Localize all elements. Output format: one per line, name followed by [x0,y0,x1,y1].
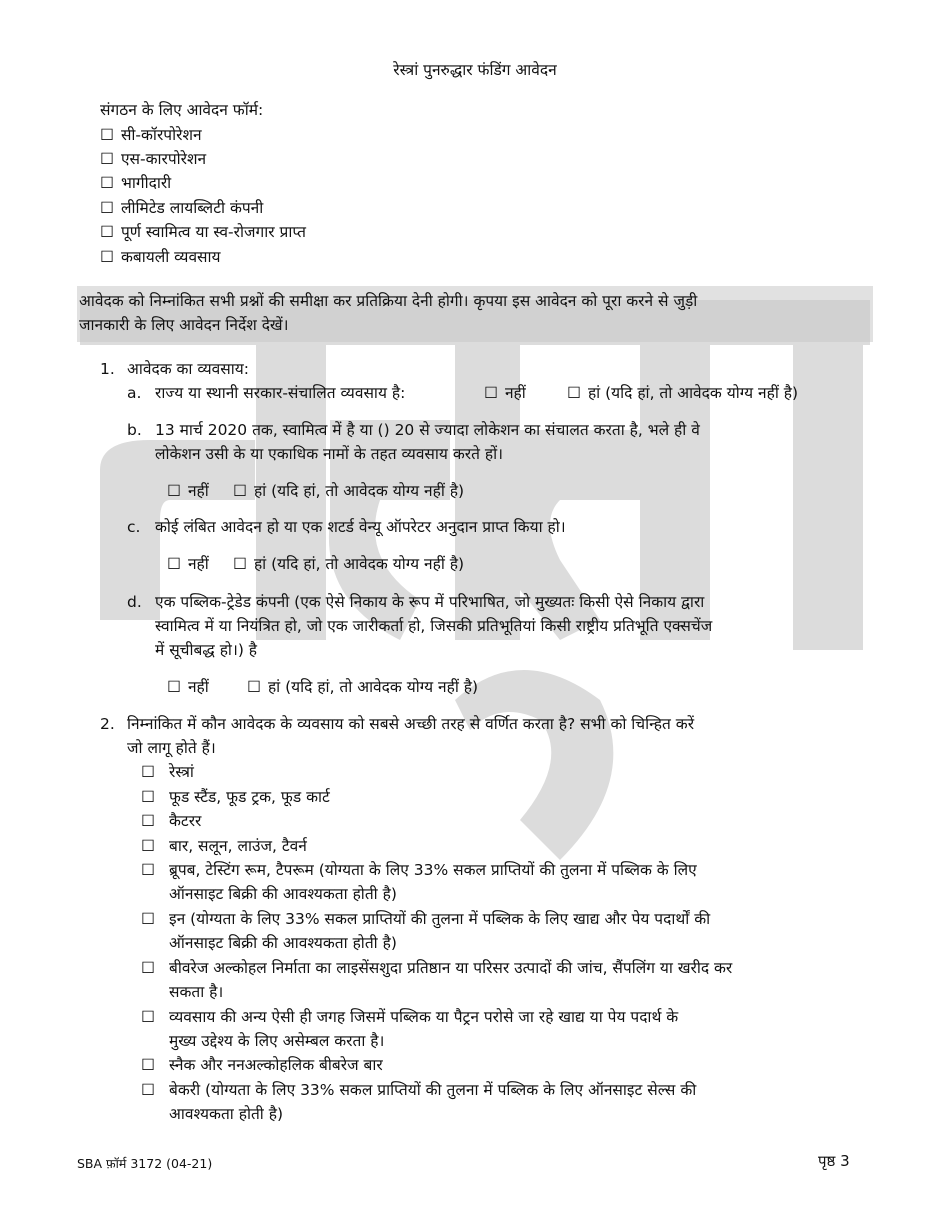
q2-line-2: जो लागू होते हैं। [127,739,216,757]
checkbox[interactable]: ☐ [141,861,155,879]
business-type-option[interactable] [141,1005,157,1029]
business-type-label: आवश्यकता होती है) [169,1105,284,1123]
checkbox[interactable]: ☐ [233,555,247,573]
q1d-line-1: एक पब्लिक-ट्रेडेड कंपनी (एक ऐसे निकाय के रूप में परिभाषित, जो मुख्यतः किसी ऐसे निकाय द्वारा [155,593,705,611]
checkbox[interactable]: ☐ [484,384,498,402]
checkbox[interactable]: ☐ [141,910,155,928]
option-label: हां (यदि हां, तो आवेदक योग्य नहीं है) [267,678,479,696]
org-option[interactable] [100,196,263,220]
business-type-label: कैटरर [169,812,202,830]
option-label: पूर्ण स्वामित्व या स्व-रोजगार प्राप्त [120,223,306,241]
option-label: लीमिटेड लायब्लिटी कंपनी [120,199,264,217]
page-title: रेस्त्रां पुनरुद्धार फंडिंग आवेदन [393,61,557,79]
q1c-letter: c. [127,518,141,536]
q1b-line-1: 13 मार्च 2020 तक, स्वामित्व में है या () 20 से ज्यादा लोकेशन का संचालत करता है, भले ही वे [155,421,700,439]
checkbox[interactable]: ☐ [567,384,581,402]
q2-number: 2. [100,715,115,733]
org-option[interactable] [100,245,221,269]
checkbox[interactable]: ☐ [100,126,114,144]
checkbox[interactable]: ☐ [247,678,261,696]
business-type-label: ब्रूपब, टेस्टिंग रूम, टैपरूम (योग्यता के लिए 33% सकल प्राप्तियों की तुलना में पब्लिक के लिए [169,861,697,879]
q1c-text: कोई लंबित आवेदन हो या एक शटर्ड वेन्यू ऑपरेटर अनुदान प्राप्त किया हो। [155,518,566,536]
q1-number: 1. [100,360,115,378]
instructions-line-1: आवेदक को निम्नांकित सभी प्रश्नों की समीक्षा कर प्रतिक्रिया देनी होगी। कृपया इस आवेदन को पूरा करने से जुड़ी [79,292,698,310]
option-label: हां (यदि हां, तो आवेदक योग्य नहीं है) [253,482,465,500]
business-type-label: फूड स्टैंड, फूड ट्रक, फूड कार्ट [169,788,330,806]
business-type-label: ऑनसाइट बिक्री की आवश्यकता होती है) [169,934,397,952]
checkbox[interactable]: ☐ [141,959,155,977]
checkbox[interactable]: ☐ [100,199,114,217]
q1b-no-option[interactable] [167,479,209,503]
q2-line-1: निम्नांकित में कौन आवेदक के व्यवसाय को सबसे अच्छी तरह से वर्णित करता है? सभी को चिन्हित करें [127,715,695,733]
checkbox[interactable]: ☐ [167,678,181,696]
checkbox[interactable]: ☐ [167,482,181,500]
page-number: पृष्ठ 3 [818,1152,850,1170]
q1d-yes-option[interactable] [247,675,478,699]
checkbox[interactable]: ☐ [100,223,114,241]
option-label: नहीं [187,678,209,696]
q1a-yes-option[interactable] [567,381,798,405]
org-option[interactable] [100,147,206,171]
checkbox[interactable]: ☐ [233,482,247,500]
q1c-yes-option[interactable] [233,552,464,576]
business-type-option[interactable] [141,858,157,882]
checkbox[interactable]: ☐ [141,788,155,806]
option-label: कबायली व्यवसाय [120,248,221,266]
checkbox[interactable]: ☐ [141,1056,155,1074]
option-label: हां (यदि हां, तो आवेदक योग्य नहीं है) [253,555,465,573]
business-type-label: स्नैक और ननअल्कोहलिक बीबरेज बार [169,1056,383,1074]
q1-text: आवेदक का व्यवसाय: [127,360,249,378]
business-type-label: बार, सलून, लाउंज, टैवर्न [169,837,307,855]
option-label: नहीं [504,384,526,402]
checkbox[interactable]: ☐ [167,555,181,573]
q1d-letter: d. [127,593,142,611]
business-type-label: मुख्य उद्देश्य के लिए असेम्बल करता है। [169,1032,385,1050]
option-label: हां (यदि हां, तो आवेदक योग्य नहीं है) [587,384,799,402]
checkbox[interactable]: ☐ [100,248,114,266]
checkbox[interactable]: ☐ [100,150,114,168]
q1a-no-option[interactable] [484,381,526,405]
business-type-label: बीवरेज अल्कोहल निर्माता का लाइसेंसशुदा प्रतिष्ठान या परिसर उत्पादों की जांच, सैंपलिंग या खरीद कर [169,959,733,977]
business-type-option[interactable] [141,1053,157,1077]
business-type-option[interactable] [141,956,157,980]
org-option[interactable] [100,220,306,244]
checkbox[interactable]: ☐ [141,763,155,781]
checkbox[interactable]: ☐ [141,1081,155,1099]
option-label: एस-कारपोरेशन [120,150,207,168]
business-type-option[interactable] [141,907,157,931]
q1b-letter: b. [127,421,142,439]
business-type-option[interactable] [141,785,157,809]
org-option[interactable] [100,171,171,195]
business-type-label: बेकरी (योग्यता के लिए 33% सकल प्राप्तियों की तुलना में पब्लिक के लिए ऑनसाइट सेल्स की [169,1081,697,1099]
business-type-label: सकता है। [169,983,224,1001]
checkbox[interactable]: ☐ [141,837,155,855]
business-type-label: रेस्त्रां [169,763,194,781]
q1a-letter: a. [127,384,142,402]
business-type-option[interactable] [141,834,157,858]
org-option[interactable] [100,123,202,147]
form-id: SBA फ़ॉर्म 3172 (04-21) [77,1156,213,1171]
option-label: नहीं [187,482,209,500]
q1d-line-2: स्वामित्व में या नियंत्रित हो, जो एक जारीकर्ता हो, जिसकी प्रतिभूतियां किसी राष्ट्रीय प्रतिभूति एक्सचेंज [155,617,713,635]
business-type-label: व्यवसाय की अन्य ऐसी ही जगह जिसमें पब्लिक या पैट्रन परोसे जा रहे खाद्य या पेय पदार्थ के [169,1008,679,1026]
checkbox[interactable]: ☐ [141,1008,155,1026]
checkbox[interactable]: ☐ [100,174,114,192]
q1d-no-option[interactable] [167,675,209,699]
business-type-option[interactable] [141,1078,157,1102]
org-heading: संगठन के लिए आवेदन फॉर्म: [100,101,264,119]
business-type-option[interactable] [141,760,157,784]
business-type-option[interactable] [141,809,157,833]
business-type-label: इन (योग्यता के लिए 33% सकल प्राप्तियों की तुलना में पब्लिक के लिए खाद्य और पेय पदार्थों की [169,910,711,928]
q1c-no-option[interactable] [167,552,209,576]
q1b-line-2: लोकेशन उसी के या एकाधिक नामों के तहत व्यवसाय करते हों। [155,445,503,463]
checkbox[interactable]: ☐ [141,812,155,830]
business-type-label: ऑनसाइट बिक्री की आवश्यकता होती है) [169,885,397,903]
q1b-yes-option[interactable] [233,479,464,503]
q1d-line-3: में सूचीबद्ध हो।) है [155,641,258,659]
option-label: सी-कॉरपोरेशन [120,126,202,144]
option-label: भागीदारी [120,174,172,192]
q1a-text: राज्य या स्थानी सरकार-संचालित व्यवसाय है: [155,384,406,402]
instructions-line-2: जानकारी के लिए आवेदन निर्देश देखें। [79,316,289,334]
option-label: नहीं [187,555,209,573]
